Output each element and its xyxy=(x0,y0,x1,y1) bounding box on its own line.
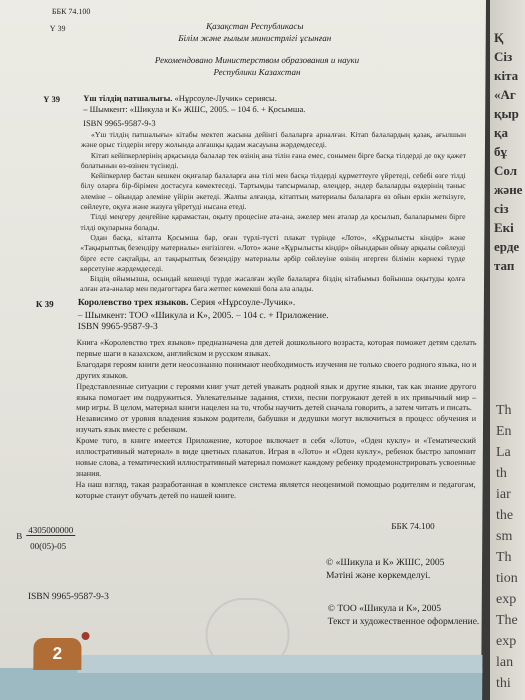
adjacent-line: Сол xyxy=(494,163,518,178)
adjacent-line: Сіз xyxy=(494,49,513,64)
ru-paragraph: Книга «Королевство трех языков» предназначена для детей дошкольного возраста, которая поможет детям сделать первые шаги в казахском, английском и русском языках. xyxy=(76,338,477,358)
ru-paragraph: На наш взгляд, такая разработанная в комплексе система является неоценимой помощью родителям и педагогам, которые станут обучать детей по нашей книге. xyxy=(75,479,476,500)
adjacent-page-en-column xyxy=(496,400,518,694)
page-number: 2 xyxy=(52,644,63,663)
adjacent-page-kz-column xyxy=(494,28,522,275)
entry-ru-isbn: ISBN 9965-9587-9-3 xyxy=(77,322,158,332)
adjacent-line: iar xyxy=(496,487,511,502)
entry-ru-body xyxy=(75,338,476,502)
adjacent-line: exp xyxy=(496,592,517,607)
adjacent-line: Екі xyxy=(494,220,514,235)
entry-kz-title: Үш тілдің патшалығы. xyxy=(83,93,173,103)
entry-ru-code: К 39 xyxy=(35,299,54,309)
adjacent-line: thi xyxy=(496,676,511,691)
entry-kz-body xyxy=(80,130,466,295)
adjacent-line: th xyxy=(496,466,507,481)
approval-ru xyxy=(134,54,379,78)
adjacent-line: «Аг xyxy=(494,87,516,102)
entry-kz-isbn: ISBN 9965-9587-9-3 xyxy=(83,118,156,128)
fraction-bottom: 00(05)-05 xyxy=(30,541,67,551)
kz-paragraph: Кітап кейіпкерлерінің арқасында балалар тек өзінің ана тілін ғана емес, сонымен бірге басқа тілдерді де оқу қажет болатынын өз-өзінен түсінеді. xyxy=(80,150,466,170)
adjacent-line: sm xyxy=(496,529,513,544)
copyright-kz xyxy=(326,557,444,582)
entry-kz-series: «Нұрсоулe-Лучик» сериясы. xyxy=(174,93,277,103)
adjacent-line: the xyxy=(496,508,514,523)
page-number-badge xyxy=(33,638,81,670)
adjacent-line: Th xyxy=(496,550,512,565)
ru-paragraph: Независимо от уровня владения языком родители, бабушки и дедушки могут включиться в процесс обучения и изучать язык вместе с ребенком. xyxy=(75,414,477,435)
entry-ru-publisher: – Шымкент: ТОО «Шикула и К», 2005. – 104 с. + Приложение. xyxy=(77,310,329,321)
entry-kz-heading xyxy=(83,93,463,115)
kz-paragraph: «Үш тілдің патшалығы» кітабы мектеп жасына дейінгі балаларға арналған. Кітап балалардың қазақ, ағылшын және орыс тілдерін игеру жолында алғашқы қадам жасауына жәрдемдеседі. xyxy=(80,130,467,150)
entry-kz-code: Ү 39 xyxy=(43,94,61,104)
ru-paragraph: Благодаря героям книги дети неосознанно понимают необходимость изучения не только своего родного языка, но и других языков. xyxy=(76,359,477,380)
adjacent-line: тап xyxy=(494,258,515,273)
adjacent-line: кіта xyxy=(494,68,519,83)
adjacent-line: En xyxy=(496,424,512,439)
decor-dot xyxy=(82,632,90,640)
adjacent-line: Қ xyxy=(494,30,504,45)
entry-ru-series: Серия «Нұрсоулe-Лучик». xyxy=(190,298,296,308)
adjacent-line: lan xyxy=(496,655,514,670)
footer-bbk: ББК 74.100 xyxy=(391,521,435,531)
copyright-kz-line2: Мәтіні және көркемделуі. xyxy=(325,570,431,581)
entry-ru-title: Королевство трех языков. xyxy=(77,298,189,308)
adjacent-line: қа xyxy=(494,125,508,140)
adjacent-line: tion xyxy=(496,571,518,586)
approval-kz-line1: Қазақстан Республикасы xyxy=(206,21,304,31)
adjacent-page xyxy=(490,0,525,700)
kz-paragraph: Кейіпкерлер бастан кешкен оқиғалар балаларға ана тілі мен басқа тілдерді құрметтеуге үйретеді, себебі өзге тілді білу оларға бір-бірімен достасуға көмектеседі. Тартымды тапсырмалар, өлеңдер, әндер балаларды өздерінің таныс әлеміне – ойындар әлеміне үйірін әкетеді. Жалпы алғанда, кітаптың материалы балаларға өз ойын еркін жеткізуге, сөйлеуге, оқуға және жазуға үйретуді нысана етеді. xyxy=(80,171,466,212)
kz-paragraph: Тілді меңгеру деңгейіне қарамастан, оқыту процесіне ата-ана, әжелер мен аталар да қосылып, балаларымен бірге тілді оқуларына болады. xyxy=(80,212,466,232)
adjacent-line: La xyxy=(496,445,511,460)
copyright-ru-line1: © ТОО «Шикула и К», 2005 xyxy=(327,604,442,614)
adjacent-line: The xyxy=(496,613,518,628)
copyright-ru xyxy=(328,603,480,628)
approval-ru-line1: Рекомендовано Министерством образования и науки xyxy=(154,55,360,65)
ru-paragraph: Представленные ситуации с героями книг учат детей уважать родной язык и другие языки, так как знание другого языка помогает им подружиться. Увлекательные задания, стихи, песни погружают детей в их привычный мир – мир игры. В целом, материал книги нацелен на то, чтобы научить детей сначала говорить, а затем читать и писать. xyxy=(76,381,477,413)
approval-kz-line2: Білім және ғылым министрлігі ұсынған xyxy=(178,33,332,43)
entry-ru-heading xyxy=(78,297,473,322)
code-header: Ү 39 xyxy=(49,24,66,33)
adjacent-line: сіз xyxy=(494,201,509,216)
kz-paragraph: Одан басқа, кітапта Қосымша бар, оған түрлі-түсті плакат түрінде «Лото», «Құрылысты кіндір» және «Тақырыптық безендіру материалы» енгізілген. «Лото» және «Құрылысты кіндір» ойындарын ойнау арқылы сөйлеуді бірге есте сақтайды, ал тақырыптық безендіру материалы әрбір сөйлеуіне өзінің игерген білімін көрнекі түрде көрсетуіне жәрдемдеседі. xyxy=(80,232,466,273)
adjacent-line: exp xyxy=(496,634,517,649)
footer-isbn: ISBN 9965-9587-9-3 xyxy=(27,592,109,602)
copyright-ru-line2: Текст и художественное оформление. xyxy=(327,616,480,627)
entry-kz-publisher: – Шымкент: «Шикула и К» ЖШС, 2005. – 104 б. + Қосымша. xyxy=(83,104,306,114)
adjacent-line: бұ xyxy=(494,144,507,159)
approval-kz xyxy=(150,20,360,44)
copyright-kz-line1: © «Шикула и К» ЖШС, 2005 xyxy=(326,558,445,568)
fraction-top: 4305000000 xyxy=(26,525,75,536)
adjacent-line: қыр xyxy=(494,106,519,121)
adjacent-line: ерде xyxy=(494,239,520,254)
bbk-header: ББК 74.100 xyxy=(51,7,91,16)
bottom-band-light xyxy=(77,655,482,673)
ru-paragraph: Кроме того, в книге имеется Приложение, которое включает в себя «Лото», «Оден куклу» и «Тематический иллюстративный материал» в виде цветных плакатов. Играя в «Лото» и «Оден куклу», ребенок быстро запомнит новые слова, а тематический иллюстративный материал поможет каждому ребенку продемонстрировать усвоенные знания. xyxy=(75,436,476,478)
adjacent-line: және xyxy=(494,182,523,197)
adjacent-line: Th xyxy=(496,403,512,418)
approval-ru-line2: Республики Казахстан xyxy=(213,67,301,77)
kz-paragraph: Біздің ойымызша, осындай кешенді түрде жасалған жүйе балаларға біздің кітабымыз бойынша оқытуды қолға алған ата-аналар мен педагогтарға бага жетпес көмекші бола ала алады. xyxy=(79,274,466,294)
fraction-prefix: В xyxy=(16,531,23,541)
